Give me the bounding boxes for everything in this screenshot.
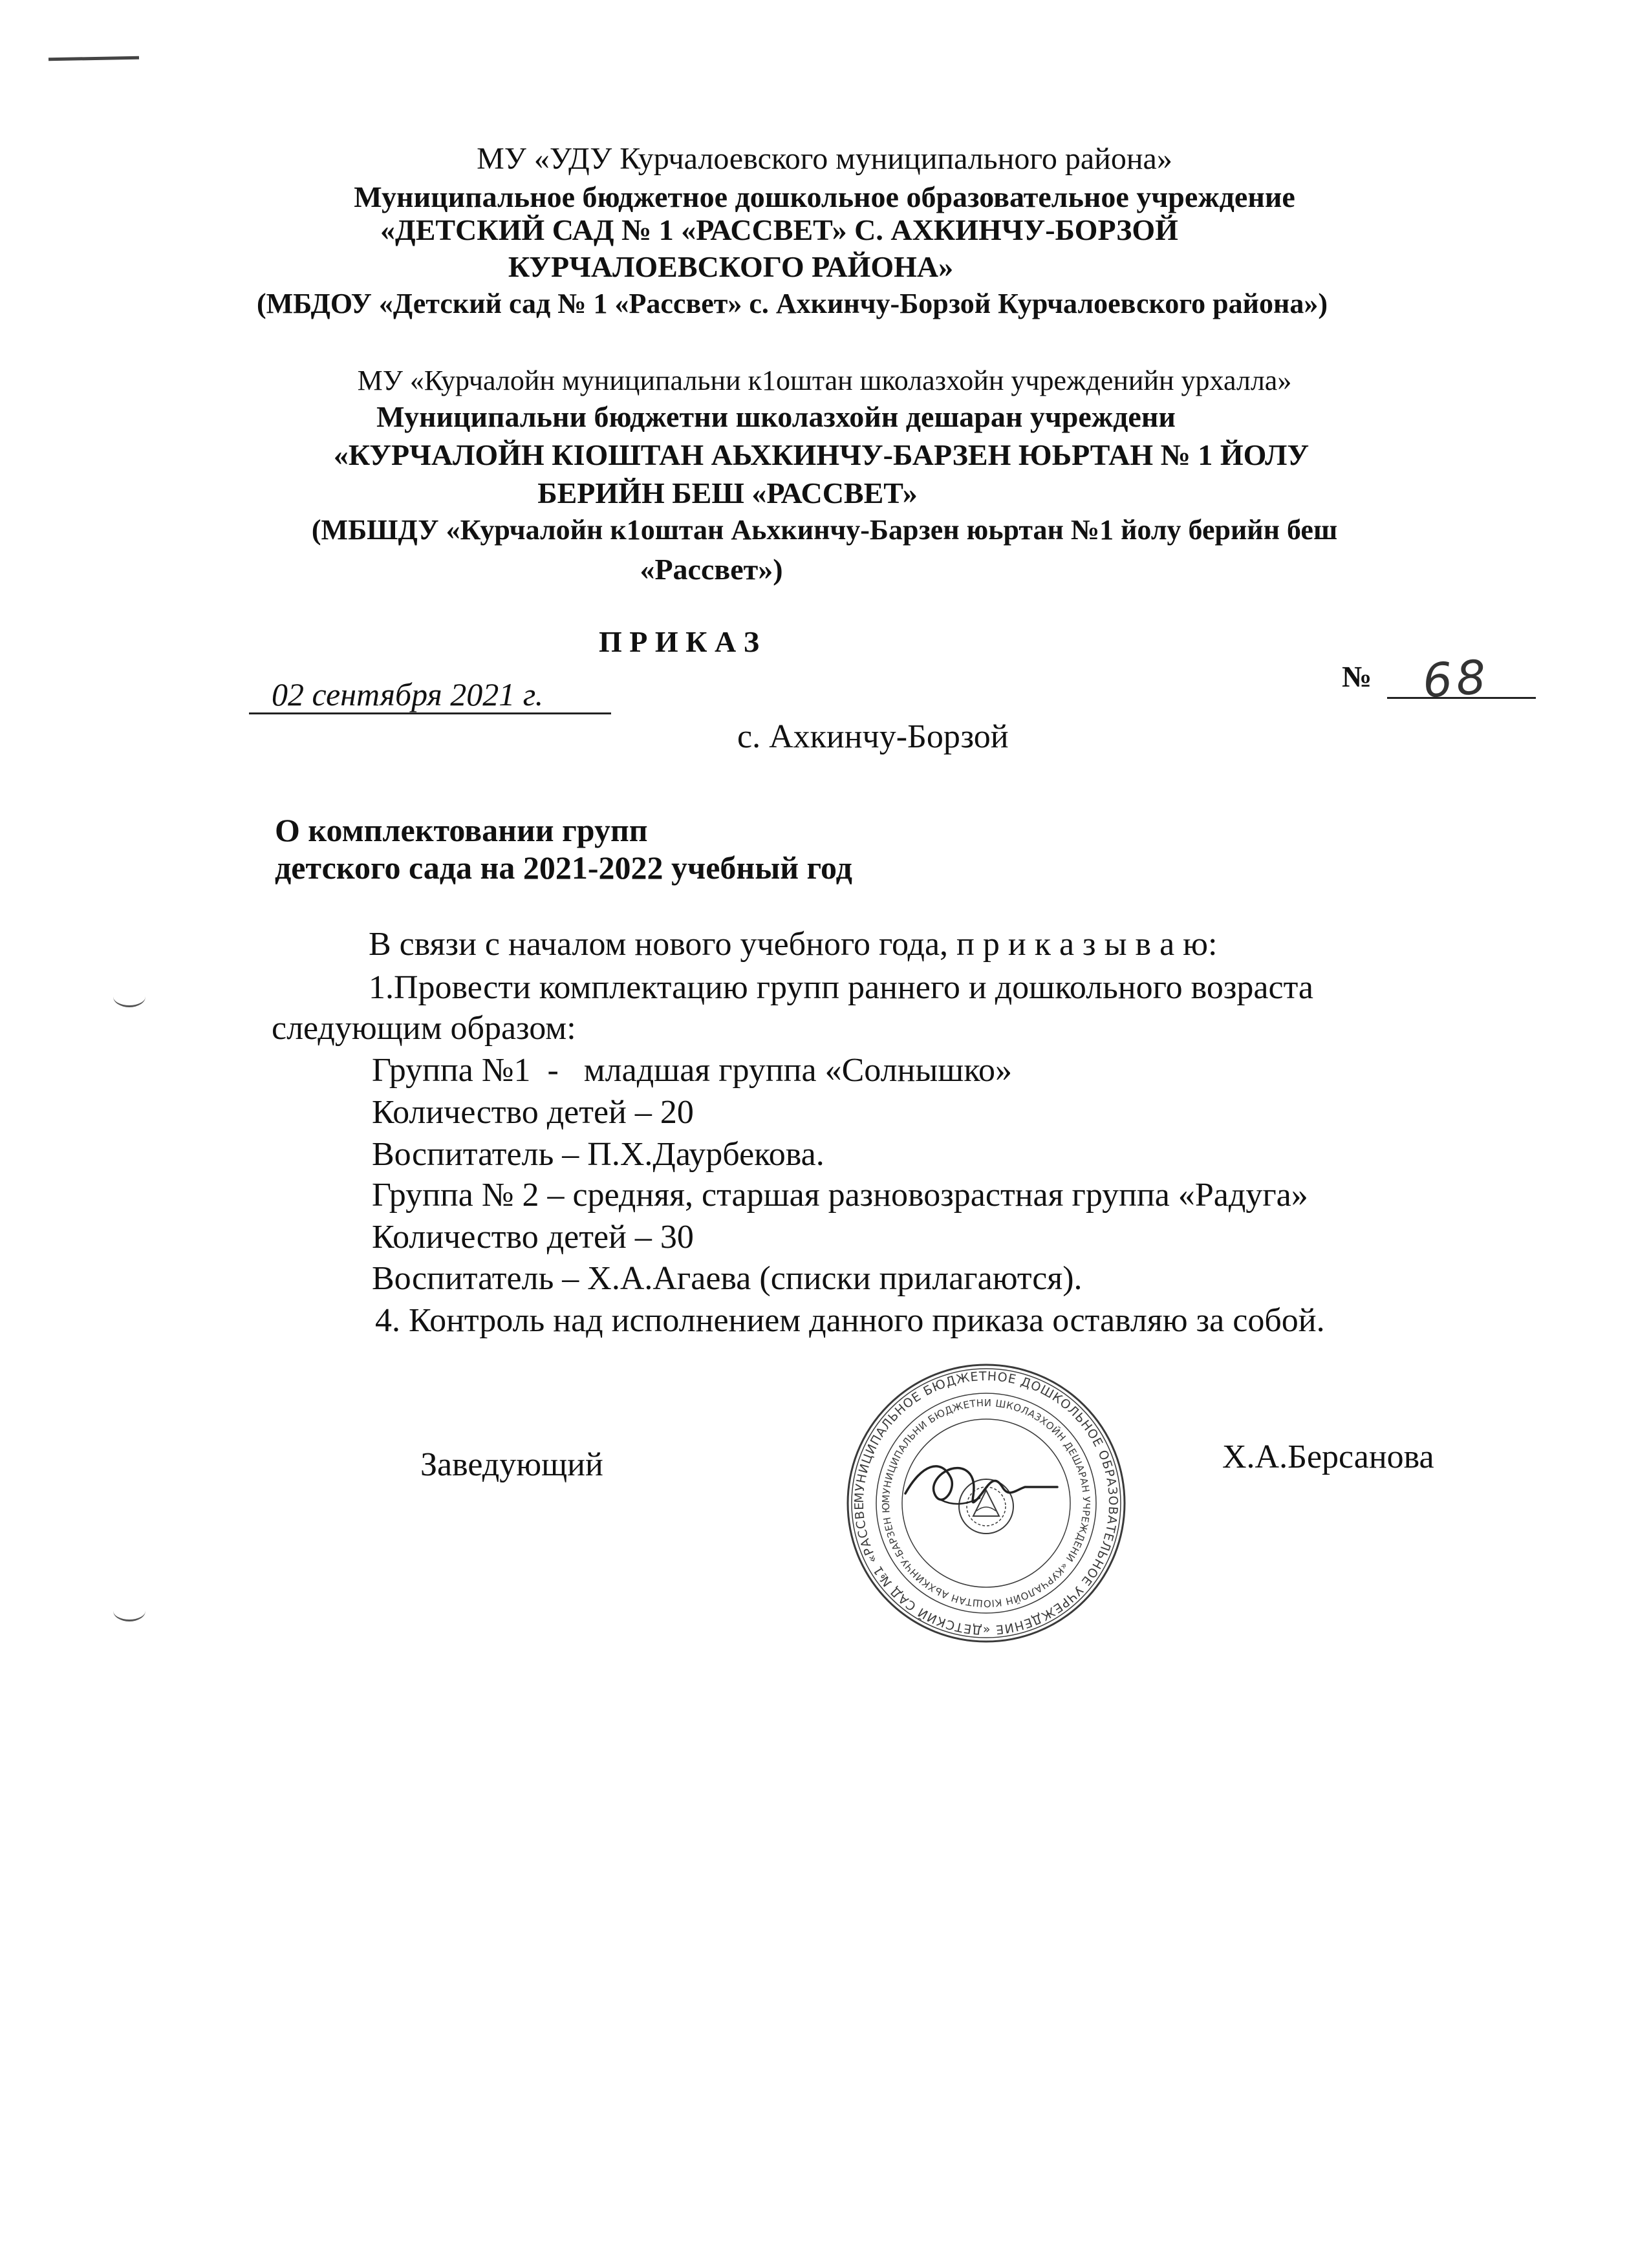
body-group1-teacher: Воспитатель – П.Х.Даурбекова. bbox=[372, 1136, 824, 1173]
body-group1: Группа №1 - младшая группа «Солнышко» bbox=[372, 1052, 1012, 1089]
stamp-outer-text: МУНИЦИПАЛЬНОЕ БЮДЖЕТНОЕ ДОШКОЛЬНОЕ ОБРАЗОВАТЕЛЬНОЕ УЧРЕЖДЕНИЕ «ДЕТСКИЙ САД №1 «РАССВЕ bbox=[852, 1369, 1121, 1638]
scan-mark-top bbox=[48, 56, 139, 61]
order-number-label: № bbox=[1342, 660, 1372, 693]
header-ru-line1: МУ «УДУ Курчалоевского муниципального района» bbox=[477, 142, 1172, 176]
body-item1-b: следующим образом: bbox=[272, 1010, 576, 1047]
body-item4: 4. Контроль над исполнением данного приказа оставляю за собой. bbox=[375, 1302, 1325, 1339]
handwritten-signature bbox=[905, 1466, 1057, 1504]
signature-position: Заведующий bbox=[420, 1446, 603, 1483]
official-stamp bbox=[844, 1361, 1128, 1645]
header-ru-line5: (МБДОУ «Детский сад № 1 «Рассвет» с. Ахкинчу-Борзой Курчалоевского района») bbox=[257, 288, 1328, 319]
order-title: П Р И К А З bbox=[598, 625, 759, 658]
header-ce-line5: (МБШДУ «Курчалойн к1оштан Аьхкинчу-Барзен юьртан №1 йолу берийн беш bbox=[311, 514, 1338, 546]
stamp-inner-text: МУНИЦИПАЛЬНИ БЮДЖЕТНИ ШКОЛАЗХОЙН ДЕШАРАН УЧРЕЖДЕНИ «КУРЧАЛОЙН КIОШТАН АЬХКИНЧУ-БАРЗЕН Ю bbox=[879, 1396, 1093, 1610]
header-ce-line6: «Рассвет») bbox=[640, 553, 783, 586]
subject-line2: детского сада на 2021-2022 учебный год bbox=[275, 850, 852, 886]
body-group2: Группа № 2 – средняя, старшая разновозрастная группа «Радуга» bbox=[372, 1177, 1308, 1214]
header-ru-line2: Муниципальное бюджетное дошкольное образовательное учреждение bbox=[354, 180, 1295, 213]
header-ce-line2: Муниципальни бюджетни школазхойн дешаран учреждени bbox=[376, 400, 1176, 433]
signature-name: Х.А.Берсанова bbox=[1222, 1439, 1434, 1475]
order-date: 02 сентября 2021 г. bbox=[272, 676, 544, 712]
header-ce-line3: «КУРЧАЛОЙН КIОШТАН АЬХКИНЧУ-БАРЗЕН ЮЬРТАН № 1 ЙОЛУ bbox=[333, 438, 1310, 471]
header-ce-line4: БЕРИЙН БЕШ «РАССВЕТ» bbox=[537, 476, 918, 509]
body-group2-teacher: Воспитатель – Х.А.Агаева (списки прилагаются). bbox=[372, 1260, 1083, 1297]
subject-line1: О комплектовании групп bbox=[275, 812, 648, 848]
body-intro: В связи с началом нового учебного года, п р и к а з ы в а ю: bbox=[369, 926, 1218, 963]
punch-hole-mark-upper bbox=[113, 986, 146, 1007]
header-ru-line4: КУРЧАЛОЕВСКОГО РАЙОНА» bbox=[508, 250, 954, 283]
stamp-graphic bbox=[844, 1361, 1128, 1645]
body-item1-a: 1.Провести комплектацию групп раннего и дошкольного возраста bbox=[369, 969, 1314, 1006]
order-place: с. Ахкинчу-Борзой bbox=[737, 718, 1009, 755]
punch-hole-mark-lower bbox=[113, 1600, 146, 1621]
order-number-value: 68 bbox=[1421, 649, 1492, 709]
header-ru-line3: «ДЕТСКИЙ САД № 1 «РАССВЕТ» С. АХКИНЧУ-БОРЗОЙ bbox=[380, 213, 1178, 246]
number-underline bbox=[1387, 697, 1536, 699]
header-ce-line1: МУ «Курчалойн муниципальни к1оштан школазхойн учрежденийн урхалла» bbox=[357, 365, 1292, 396]
body-group1-count: Количество детей – 20 bbox=[372, 1094, 694, 1131]
date-underline bbox=[249, 712, 611, 714]
body-group2-count: Количество детей – 30 bbox=[372, 1219, 694, 1256]
